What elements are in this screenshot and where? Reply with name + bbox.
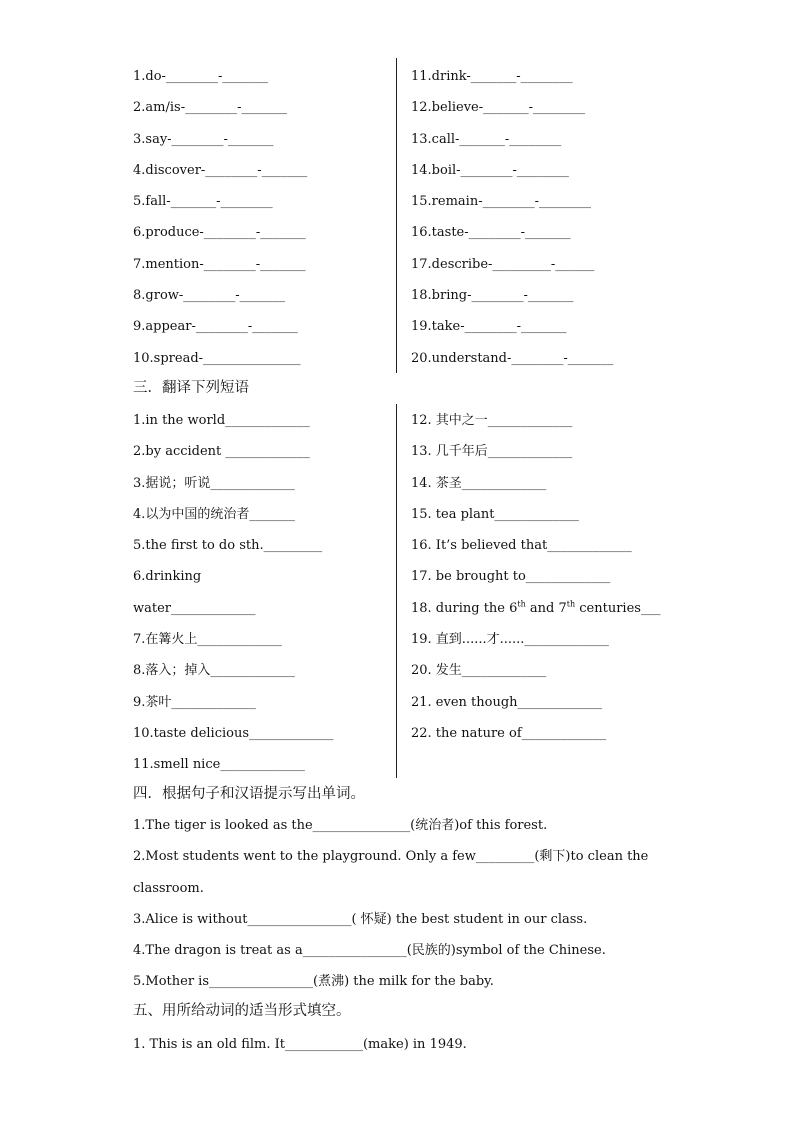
- phrase-item-left-3: 3.据说；听说_____________: [133, 475, 295, 491]
- verb-item-left-9: 9.appear-________-_______: [133, 319, 298, 335]
- phrases-right-column: [411, 405, 660, 749]
- verb-item-right-8: 18.bring-________-_______: [411, 288, 574, 304]
- verb-item-left-6: 6.produce-________-_______: [133, 225, 306, 241]
- verb-item-right-3: 13.call-_______-________: [411, 131, 562, 147]
- phrase-item-right-10: 21. even though_____________: [411, 694, 603, 710]
- sentence-line-1: 1.The tiger is looked as the_______________(统治者)of this forest.: [133, 818, 548, 833]
- item-18-text-b: and 7: [525, 600, 567, 616]
- item-18-text-a: 18. during the 6: [411, 600, 518, 616]
- verb-forms-right-column: [411, 61, 613, 374]
- sentence-line-4: 3.Alice is without________________( 怀疑) the best student in our class.: [133, 911, 588, 927]
- phrase-item-left-12: 11.smell nice_____________: [133, 757, 305, 773]
- phrase-item-right-1: 12. 其中之一_____________: [411, 413, 573, 428]
- phrase-item-right-11: 22. the nature of_____________: [411, 725, 607, 741]
- word-fill-sentences: [133, 810, 648, 998]
- verb-item-left-8: 8.grow-________-_______: [133, 288, 286, 304]
- verb-item-right-9: 19.take-________-_______: [411, 319, 567, 335]
- phrase-item-right-6: 17. be brought to_____________: [411, 569, 611, 585]
- sentence-line-5: 4.The dragon is treat as a________________(民族的)symbol of the Chinese.: [133, 943, 606, 959]
- sentence-line-2: 2.Most students went to the playground. Only a few_________(剩下)to clean the: [133, 849, 649, 865]
- verb-item-left-1: 1.do-________-_______: [133, 69, 268, 84]
- verb-item-left-10: 10.spread-_______________: [133, 350, 301, 366]
- item-18-sup-2: th: [566, 599, 576, 609]
- phrase-item-right-8: 19. 直到......才......_____________: [411, 632, 609, 648]
- phrase-item-right-5: 16. It’s believed that_____________: [411, 538, 632, 554]
- phrase-item-left-7: water_____________: [133, 600, 256, 616]
- verb-item-left-7: 7.mention-________-_______: [133, 256, 306, 272]
- verb-forms-left-column: [133, 61, 307, 374]
- verb-item-right-5: 15.remain-________-________: [411, 194, 591, 210]
- phrase-item-left-6: 6.drinking: [133, 569, 202, 585]
- phrase-item-left-10: 9.茶叶_____________: [133, 694, 256, 710]
- phrases-left-column: [133, 405, 334, 781]
- phrase-item-left-4: 4.以为中国的统治者_______: [133, 506, 295, 522]
- phrase-item-left-1: 1.in the world_____________: [133, 413, 310, 428]
- phrase-item-right-2: 13. 几千年后_____________: [411, 444, 573, 460]
- section-5-title: 五、用所给动词的适当形式填空。: [133, 1003, 351, 1019]
- sentence-line-3: classroom.: [133, 880, 204, 896]
- verb-item-right-10: 20.understand-________-_______: [411, 350, 614, 366]
- phrase-item-left-8: 7.在篝火上_____________: [133, 632, 282, 648]
- phrase-item-left-9: 8.落入；掉入_____________: [133, 663, 295, 679]
- verb-item-left-3: 3.say-________-_______: [133, 131, 274, 147]
- phrase-item-right-3: 14. 茶圣_____________: [411, 475, 547, 491]
- verb-item-right-1: 11.drink-_______-________: [411, 69, 573, 84]
- verb-sentence-line-1: 1. This is an old film. It____________(make) in 1949.: [133, 1037, 467, 1052]
- verb-item-right-4: 14.boil-________-________: [411, 162, 569, 178]
- phrase-item-18: [411, 593, 660, 624]
- section-3-title: 三．翻译下列短语: [133, 380, 249, 396]
- verb-item-left-4: 4.discover-________-_______: [133, 162, 308, 178]
- verb-item-left-5: 5.fall-_______-________: [133, 194, 273, 210]
- item-18-sup-1: th: [517, 599, 526, 609]
- verb-item-right-2: 12.believe-_______-________: [411, 100, 586, 116]
- verb-item-left-2: 2.am/is-________-_______: [133, 100, 287, 116]
- section-4-title: 四．根据句子和汉语提示写出单词。: [133, 786, 365, 802]
- sentence-line-6: 5.Mother is________________(煮沸) the milk for the baby.: [133, 974, 494, 990]
- verb-item-right-6: 16.taste-________-_______: [411, 225, 571, 241]
- verb-fill-sentences: [133, 1029, 467, 1060]
- phrase-item-left-11: 10.taste delicious_____________: [133, 725, 334, 741]
- phrase-item-right-9: 20. 发生_____________: [411, 663, 547, 679]
- verb-forms-divider: [396, 58, 397, 373]
- phrases-divider: [396, 404, 397, 778]
- verb-item-right-7: 17.describe-_________-______: [411, 256, 595, 272]
- phrase-item-left-2: 2.by accident _____________: [133, 444, 310, 460]
- phrase-item-left-5: 5.the first to do sth._________: [133, 538, 323, 554]
- item-18-text-c: centuries___: [575, 600, 661, 616]
- phrase-item-right-4: 15. tea plant_____________: [411, 506, 579, 522]
